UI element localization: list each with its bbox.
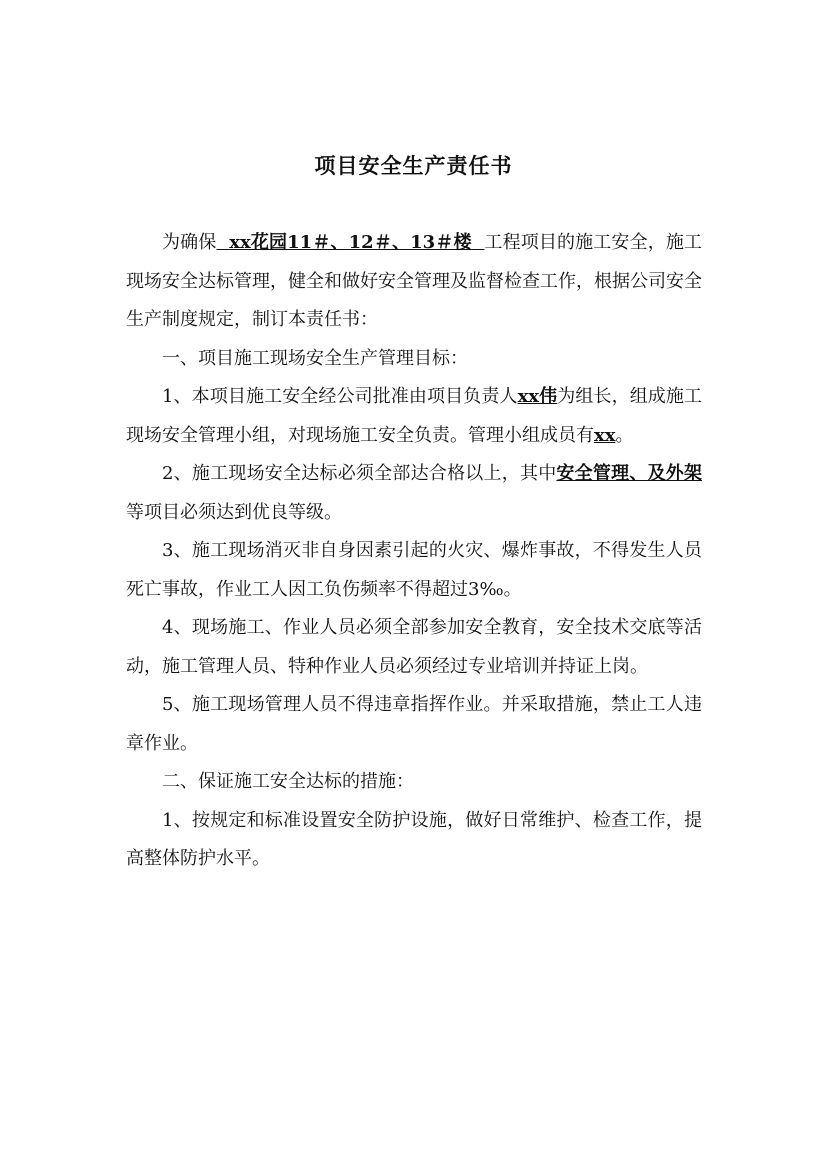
section-one-item-4: 4、现场施工、作业人员必须全部参加安全教育，安全技术交底等活动，施工管理人员、特种作业人员必须经过专业培训并持证上岗。 xyxy=(126,617,702,677)
section-one-item-1 xyxy=(126,378,702,455)
intro-paragraph xyxy=(126,224,702,340)
item1-end: 。 xyxy=(615,424,634,446)
section-one-item-3: 3、施工现场消灭非自身因素引起的火灾、爆炸事故，不得发生人员死亡事故，作业工人因工负伤频率不得超过3‰。 xyxy=(126,540,702,600)
intro-suffix: 工程项目的施工安全，施工现场安全达标管理，健全和做好安全管理及监督检查工作，根据公司安全生产制度规定，制订本责任书： xyxy=(126,232,702,330)
section-two-item-1: 1、按规定和标准设置安全防护设施，做好日常维护、检查工作，提高整体防护水平。 xyxy=(126,809,702,869)
project-name-text: xx花园11＃、12＃、13＃楼 xyxy=(229,232,472,253)
project-name-field xyxy=(216,232,484,253)
section-one-item-2 xyxy=(126,455,702,532)
document-title: 项目安全生产责任书 xyxy=(314,153,513,178)
item2-highlight: 安全管理、及外架 xyxy=(556,463,703,484)
members-name: xx xyxy=(594,424,616,446)
item1-middle: 为组长，组成施工现场安全管理小组，对现场施工安全负责。管理小组成员有 xyxy=(126,386,703,446)
intro-prefix: 为确保 xyxy=(162,232,217,253)
section-one-item-5: 5、施工现场管理人员不得违章指挥作业。并采取措施，禁止工人违章作业。 xyxy=(126,694,702,754)
document-body xyxy=(126,224,702,879)
section-two-heading: 二、保证施工安全达标的措施： xyxy=(162,771,414,792)
item2-suffix: 等项目必须达到优良等级。 xyxy=(126,501,342,523)
item1-prefix: 1、本项目施工安全经公司批准由项目负责人 xyxy=(162,386,518,407)
leader-name: xx伟 xyxy=(517,386,558,407)
section-one-heading: 一、项目施工现场安全生产管理目标： xyxy=(162,347,468,369)
item2-prefix: 2、施工现场安全达标必须全部达合格以上，其中 xyxy=(162,463,557,484)
